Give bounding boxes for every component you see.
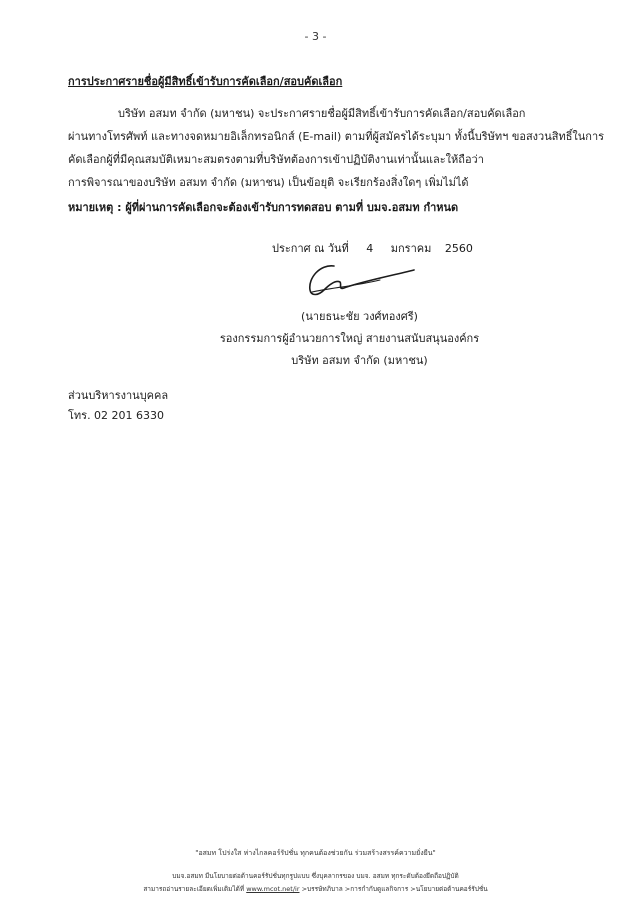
handwritten-signature: [300, 256, 420, 302]
paragraph-line: บริษัท อสมท จำกัด (มหาชน) จะประกาศรายชื่อผู้มีสิทธิ์เข้ารับการคัดเลือก/สอบคัดเลือก: [118, 107, 526, 120]
department-name: ส่วนบริหารงานบุคคล: [68, 389, 169, 402]
section-heading: การประกาศรายชื่อผู้มีสิทธิ์เข้ารับการคัดเลือก/สอบคัดเลือก: [68, 75, 343, 88]
announcement-day: 4: [366, 242, 374, 255]
paragraph-line: ผ่านทางโทรศัพท์ และทางจดหมายอิเล็กทรอนิกส์ (E-mail) ตามที่ผู้สมัครได้ระบุมา ทั้งนี้บริษัทฯ ขอสงวนสิทธิ์ในการ: [68, 130, 605, 143]
announcement-month: มกราคม: [390, 242, 432, 255]
signatory-position: รองกรรมการผู้อำนวยการใหญ่ สายงานสนับสนุนองค์กร: [219, 332, 480, 345]
paragraph-line: การพิจารณาของบริษัท อสมท จำกัด (มหาชน) เป็นข้อยุติ จะเรียกร้องสิ่งใดๆ เพิ่มไม่ได้: [68, 176, 469, 189]
announcement-prefix: ประกาศ ณ วันที่: [272, 242, 349, 255]
footer-slogan: "อสมท โปร่งใส ห่างไกลคอร์รัปชั่น ทุกคนต้องช่วยกัน ร่วมสร้างสรรค์ความยั่งยืน": [195, 849, 436, 857]
signatory-name: (นายธนะชัย วงศ์ทองศรี): [301, 310, 418, 323]
footer-more-prefix: สามารถอ่านรายละเอียดเพิ่มเติมได้ที่: [143, 885, 247, 893]
paragraph-line: คัดเลือกผู้ที่มีคุณสมบัติเหมาะสมตรงตามที่บริษัทต้องการเข้าปฏิบัติงานเท่านั้นและให้ถือว่า: [68, 153, 484, 166]
department-phone: โทร. 02 201 6330: [68, 409, 165, 422]
footer-policy: บมจ.อสมท มีนโยบายต่อต้านคอร์รัปชั่นทุกรูปแบบ ซึ่งบุคลากรของ บมจ. อสมท ทุกระดับต้องยึดถือปฏิบัติ: [172, 872, 459, 880]
announcement-date: [272, 239, 473, 257]
page-number: - 3 -: [304, 30, 327, 43]
signatory-company: บริษัท อสมท จำกัด (มหาชน): [291, 354, 428, 367]
footer-more-suffix: >บรรษัทภิบาล >การกำกับดูแลกิจการ >นโยบายต่อต้านคอร์รัปชั่น: [299, 885, 488, 893]
announcement-year: 2560: [444, 242, 473, 255]
footer-more-info: [0, 884, 631, 894]
footer-url-link[interactable]: www.mcot.net/ir: [246, 885, 300, 893]
note-text: หมายเหตุ : ผู้ที่ผ่านการคัดเลือกจะต้องเข้ารับการทดสอบ ตามที่ บมจ.อสมท กำหนด: [68, 201, 459, 214]
